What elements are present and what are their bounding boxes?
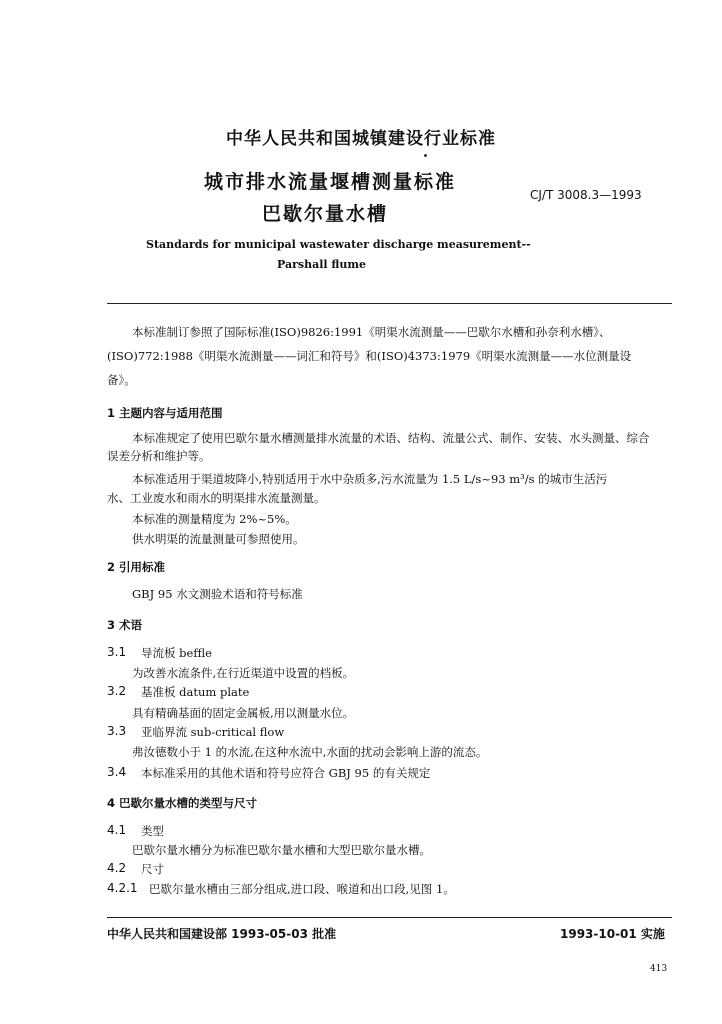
term4-text: 本标准采用的其他术语和符号应符合 GBJ 95 的有关规定 (141, 766, 431, 780)
intro-line3: 备》。 (107, 373, 136, 387)
english-title-line2: Parshall flume (277, 258, 367, 271)
subsection421-text: 巴歇尔量水槽由三部分组成,进口段、喉道和出口段,见图 1。 (149, 882, 455, 896)
intro-line2: (ISO)772:1988《明渠水流测量——词汇和符号》和(ISO)4373:1979《明渠水流测量——水位测量设 (107, 349, 632, 363)
section1-p2-line1: 本标准适用于渠道坡降小,特别适用于水中杂质多,污水流量为 1.5 L/s~93 m³/s 的城市生活污 (132, 472, 608, 486)
decorative-dot (424, 154, 427, 157)
page-number: 413 (650, 964, 668, 974)
term4-number: 3.4 (107, 765, 127, 779)
english-title-line1: Standards for municipal wastewater discharge measurement-- (146, 238, 531, 251)
section2-heading: 2 引用标准 (107, 560, 166, 574)
effective-date: 1993-10-01 实施 (560, 927, 665, 941)
document-title-line1: 城市排水流量堰槽测量标准 (204, 171, 457, 193)
section1-p1-line2: 误差分析和维护等。 (107, 449, 211, 463)
section3-heading: 3 术语 (107, 618, 143, 632)
document-title-line2: 巴歇尔量水槽 (262, 203, 389, 225)
section4-heading: 4 巴歇尔量水槽的类型与尺寸 (107, 796, 258, 810)
subsection41-text: 巴歇尔量水槽分为标准巴歇尔量水槽和大型巴歇尔量水槽。 (132, 843, 431, 857)
section1-p1-line1: 本标准规定了使用巴歇尔量水槽测量排水流量的术语、结构、流量公式、制作、安装、水头测量、综合 (132, 431, 650, 445)
term1-number: 3.1 (107, 645, 127, 659)
section1-p3: 本标准的测量精度为 2%~5%。 (132, 512, 297, 526)
subsection42-title: 尺寸 (141, 862, 164, 876)
approval-statement: 中华人民共和国建设部 1993-05-03 批准 (107, 927, 337, 941)
term1-name: 导流板 beffle (141, 646, 212, 660)
section2-ref1: GBJ 95 水文测验术语和符号标准 (132, 587, 303, 601)
section1-heading: 1 主题内容与适用范围 (107, 406, 223, 420)
term3-name: 亚临界流 sub-critical flow (141, 725, 285, 739)
term3-number: 3.3 (107, 724, 127, 738)
term2-name: 基准板 datum plate (141, 685, 250, 699)
header-divider (107, 303, 672, 304)
footer-divider (107, 917, 672, 918)
standard-code: CJ/T 3008.3—1993 (530, 188, 642, 202)
section1-p2-line2: 水、工业废水和雨水的明渠排水流量测量。 (107, 491, 326, 505)
issuing-organization: 中华人民共和国城镇建设行业标准 (226, 129, 496, 149)
intro-line1: 本标准制订参照了国际标准(ISO)9826:1991《明渠水流测量——巴歇尔水槽和孙奈利水槽》、 (132, 325, 611, 339)
term1-definition: 为改善水流条件,在行近渠道中设置的档板。 (132, 666, 355, 680)
subsection41-title: 类型 (141, 824, 164, 838)
subsection41-number: 4.1 (107, 823, 127, 837)
term3-definition: 弗汝德数小于 1 的水流,在这种水流中,水面的扰动会影响上游的流态。 (132, 745, 488, 759)
term2-number: 3.2 (107, 684, 127, 698)
subsection42-number: 4.2 (107, 861, 127, 875)
section1-p4: 供水明渠的流量测量可参照使用。 (132, 532, 305, 546)
subsection421-number: 4.2.1 (107, 881, 138, 895)
term2-definition: 具有精确基面的固定金属板,用以测量水位。 (132, 706, 355, 720)
